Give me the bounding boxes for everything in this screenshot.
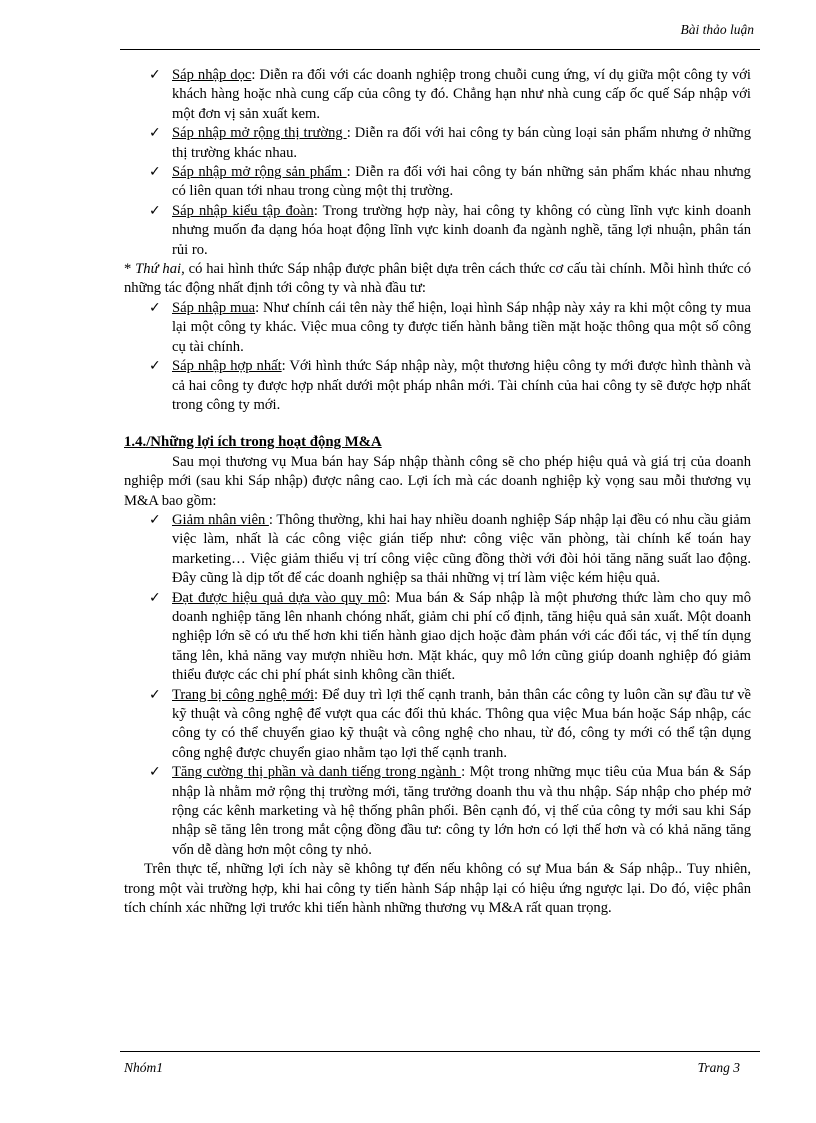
list-item-text: : Với hình thức Sáp nhập này, một thương hiệu công ty mới được hình thành và cả hai công ty được hợp nhất dưới một pháp nhân mới. Tài chính của hai công ty sẽ được hợp nhất trong công ty mới. (172, 358, 751, 413)
checkmark-icon: ✓ (149, 589, 161, 606)
checkmark-icon: ✓ (149, 764, 161, 781)
conclusion-paragraph: Trên thực tế, những lợi ích này sẽ không tự đến nếu không có sự Mua bán & Sáp nhập.. Tuy nhiên, trong một vài trường hợp, khi hai công ty tiến hành Sáp nhập lại có hiệu ứng ngược lại. Do đó, việc phân tích chính xác những lợi trước khi tiến hành những thương vụ M&A rất quan trọng. (124, 861, 751, 917)
list-item-text: : Mua bán & Sáp nhập là một phương thức làm cho quy mô doanh nghiệp tăng lên nhanh chóng nhất, giảm chi phí cố định, tăng hiệu quả sản xuất. Một doanh nghiệp lớn sẽ có ưu thế hơn khi tiến hành giao dịch hoặc đàm phán với các đối tác, vị thế tín dụng tăng lên, khả năng vay mượn nhiều hơn. Mặt khác, quy mô lớn cũng giúp doanh nghiệp đó giảm thiểu được các chi phí phát sinh không cần thiết. (172, 589, 751, 684)
checkmark-icon: ✓ (149, 67, 161, 83)
list-item-text: : Diễn ra đối với các doanh nghiệp trong chuỗi cung ứng, ví dụ giữa một công ty với khách hàng hoặc nhà cung cấp của công ty đó. Chẳng hạn như nhà cung cấp ốc quế Sáp nhập với một đơn vị sản xuất kem. (172, 67, 751, 122)
list-item (124, 763, 751, 860)
checkmark-icon: ✓ (149, 358, 161, 375)
benefits-list (124, 511, 751, 860)
list-item-term: Sáp nhập mua (172, 299, 256, 316)
list-item-term: Sáp nhập mở rộng sản phẩm (172, 164, 347, 181)
checkmark-icon: ✓ (149, 125, 161, 142)
list-item-text: : Để duy trì lợi thế cạnh tranh, bản thân các công ty luôn cần sự đầu tư về kỹ thuật và công nghệ để vượt qua các đối thủ khác. Thông qua việc Mua bán hoặc Sáp nhập, các công ty có thể chuyển giao kỹ thuật và công nghệ cho nhau, từ đó, công ty mới có thể tận dụng công nghệ được chuyển giao nhằm tạo lợi thế cạnh tranh. (172, 686, 751, 761)
list-item-text: : Diễn ra đối với hai công ty bán những sản phẩm khác nhau nhưng có liên quan tới nhau trong cùng một thị trường. (172, 164, 751, 200)
list-item-term: Sáp nhập mở rộng thị trường (172, 125, 347, 142)
second-label: Thứ hai (135, 261, 182, 278)
page-body (124, 66, 751, 918)
second-text: , có hai hình thức Sáp nhập được phân biệt dựa trên cách thức cơ cấu tài chính. Mỗi hình thức có những tác động nhất định tới công ty và nhà đầu tư: (124, 261, 751, 297)
benefits-intro: Sau mọi thương vụ Mua bán hay Sáp nhập thành công sẽ cho phép hiệu quả và giá trị của doanh nghiệp mới (sau khi Sáp nhập) được nâng cao. Lợi ích mà các doanh nghiệp kỳ vọng sau mỗi thương vụ M&A bao gồm: (124, 453, 751, 509)
list-item-text: : Một trong những mục tiêu của Mua bán & Sáp nhập là nhằm mở rộng thị trường mới, tăng trưởng doanh thu và thu nhập. Sáp nhập cho phép mở rộng các kênh marketing và hệ thống phân phối. Bên cạnh đó, vị thế của công ty mới sau khi Sáp nhập sẽ tăng lên trong mắt cộng đồng đầu tư: công ty lớn hơn có lợi thế hơn và có khả năng tăng vốn dễ dàng hơn một công ty nhỏ. (172, 764, 752, 858)
list-item (124, 124, 751, 163)
list-item (124, 202, 751, 260)
checkmark-icon: ✓ (149, 299, 161, 316)
merger-types-list-1 (124, 66, 751, 260)
checkmark-icon: ✓ (149, 164, 161, 181)
page-header-title: Bài thảo luận (680, 22, 754, 37)
section-heading: 1.4./Những lợi ích trong hoạt động M&A (124, 434, 382, 451)
list-item-text: : Trong trường hợp này, hai công ty không có cùng lĩnh vực kinh doanh nhưng muốn đa dạng hóa hoạt động lĩnh vực kinh doanh đa ngành nghề, tăng lợi nhuận, phân tán rủi ro. (172, 202, 751, 258)
list-item-term: Trang bị công nghệ mới (172, 686, 315, 703)
list-item-term: Đạt được hiệu quả dựa vào quy mô (172, 589, 387, 606)
list-item (124, 163, 751, 202)
list-item-text: : Diễn ra đối với hai công ty bán cùng loại sản phẩm nhưng ở những thị trường khác nhau. (172, 125, 751, 161)
list-item-term: Tăng cường thị phần và danh tiếng trong ngành (172, 764, 462, 781)
list-item-term: Giảm nhân viên (172, 511, 269, 528)
list-item (124, 686, 751, 764)
footer-group-name: Nhóm1 (124, 1060, 164, 1075)
list-item (124, 299, 751, 357)
list-item (124, 511, 751, 589)
list-item-term: Sáp nhập hợp nhất (172, 358, 282, 375)
merger-types-list-2 (124, 299, 751, 415)
list-item (124, 357, 751, 415)
list-item-text: : Như chính cái tên này thể hiện, loại hình Sáp nhập này xảy ra khi một công ty mua lại một công ty khác. Việc mua công ty được tiến hành bằng tiền mặt hoặc thông qua một số công cụ tài chính. (172, 299, 751, 355)
list-item-text: : Thông thường, khi hai hay nhiều doanh nghiệp Sáp nhập lại đều có nhu cầu giảm việc làm, nhất là các công việc gián tiếp như: công việc văn phòng, tài chính kế toán hay marketing… Việc giảm thiểu vị trí công việc cũng đồng thời với đòi hỏi tăng năng suất lao động. Đây cũng là dịp tốt để các doanh nghiệp sa thải những vị trí làm việc kém hiệu quả. (172, 511, 751, 587)
second-category-paragraph (124, 260, 751, 299)
asterisk: * (124, 261, 136, 278)
footer-page-number: Trang 3 (697, 1060, 740, 1075)
list-item (124, 66, 751, 124)
footer-rule (120, 1051, 760, 1052)
list-item (124, 589, 751, 686)
header-rule (120, 49, 760, 50)
checkmark-icon: ✓ (149, 511, 161, 528)
checkmark-icon: ✓ (149, 686, 161, 703)
checkmark-icon: ✓ (149, 202, 161, 219)
list-item-term: Sáp nhập kiểu tập đoàn (172, 202, 314, 219)
list-item-term: Sáp nhập dọc (172, 67, 252, 83)
